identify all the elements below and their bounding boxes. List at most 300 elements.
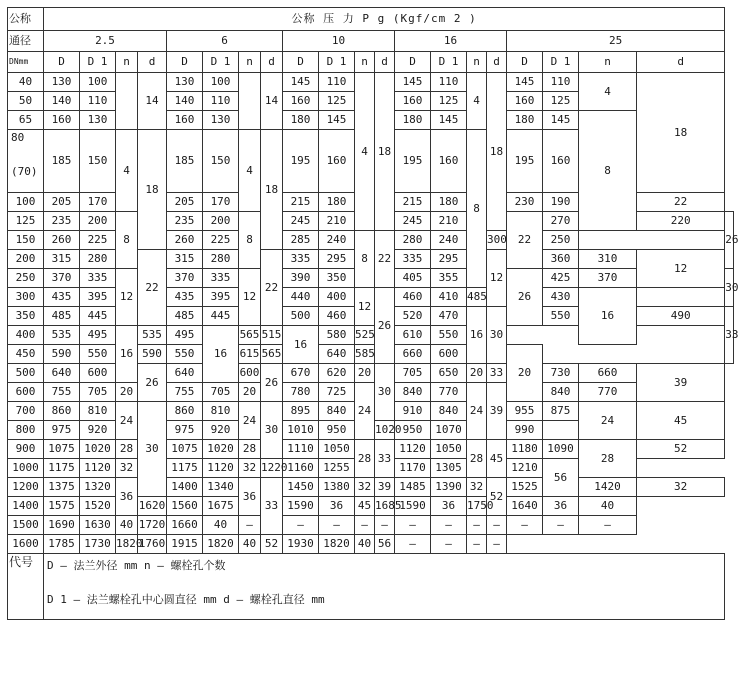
table-cell: 32 xyxy=(239,459,261,478)
table-cell: 485 xyxy=(44,307,80,326)
table-cell: 615 xyxy=(239,345,261,364)
table-cell: 145 xyxy=(395,73,431,92)
table-cell: 610 xyxy=(395,326,431,345)
table-cell: 1075 xyxy=(44,440,80,459)
pressure-class-6: 6 xyxy=(167,31,283,52)
table-cell: 1930 xyxy=(283,535,319,554)
table-cell: 110 xyxy=(319,73,355,92)
table-cell: 36 xyxy=(319,497,355,516)
table-cell: 650 xyxy=(431,364,467,383)
table-cell: 210 xyxy=(319,212,355,231)
table-cell: 33 xyxy=(375,440,395,478)
table-cell: 950 xyxy=(395,421,431,440)
table-cell: 12 xyxy=(637,250,725,288)
dn-cell: 40 xyxy=(8,73,44,92)
dn-cell: 125 xyxy=(8,212,44,231)
table-cell: 170 xyxy=(80,193,116,212)
table-cell: 130 xyxy=(167,73,203,92)
table-cell: 1630 xyxy=(80,516,116,535)
table-cell: 1050 xyxy=(319,440,355,459)
table-cell: 585 xyxy=(355,345,375,364)
table-cell: 315 xyxy=(44,250,80,269)
table-cell: 160 xyxy=(283,92,319,111)
table-cell: 370 xyxy=(44,269,80,288)
table-cell: 24 xyxy=(579,402,637,440)
table-cell: 425 xyxy=(543,269,579,288)
nominal-label: 公称 xyxy=(8,8,44,31)
table-cell: 28 xyxy=(239,440,261,459)
table-cell: 185 xyxy=(44,130,80,193)
table-cell: 405 xyxy=(395,269,431,288)
table-cell: 28 xyxy=(579,440,637,478)
table-cell: 130 xyxy=(80,111,116,130)
table-cell: 145 xyxy=(319,111,355,130)
table-cell: 39 xyxy=(487,383,507,440)
table-cell: 180 xyxy=(431,193,467,212)
table-cell: 16 xyxy=(283,326,319,364)
table-cell: 28 xyxy=(355,440,375,478)
legend-line-2: D 1 – 法兰螺栓孔中心圆直径 mm d – 螺栓孔直径 mm xyxy=(47,593,325,606)
table-cell: 20 xyxy=(355,364,375,383)
table-cell: 160 xyxy=(395,92,431,111)
table-cell: 110 xyxy=(431,73,467,92)
table-cell: 36 xyxy=(239,478,261,516)
table-cell: 170 xyxy=(203,193,239,212)
table-cell: 12 xyxy=(355,288,375,326)
table-cell: 180 xyxy=(507,111,543,130)
table-cell: 725 xyxy=(319,383,355,402)
table-cell: 535 xyxy=(44,326,80,345)
table-cell: 295 xyxy=(431,250,467,269)
legend-row xyxy=(8,554,734,620)
table-cell: 240 xyxy=(431,231,467,250)
table-cell: 955 xyxy=(507,402,543,421)
table-cell: 160 xyxy=(319,130,355,193)
table-cell: 16 xyxy=(203,326,239,383)
col-hole-d: d xyxy=(637,52,725,73)
table-cell: 1050 xyxy=(431,440,467,459)
table-cell: 1560 xyxy=(167,497,203,516)
table-cell: 440 xyxy=(283,288,319,307)
table-cell: 1120 xyxy=(80,459,116,478)
table-cell: 335 xyxy=(203,269,239,288)
table-cell: 190 xyxy=(543,193,579,212)
table-cell: 205 xyxy=(167,193,203,212)
table-cell: 12 xyxy=(239,269,261,326)
table-row xyxy=(8,440,734,459)
table-cell: 730 xyxy=(543,364,579,383)
table-cell: 16 xyxy=(467,307,487,364)
table-cell: 1720 xyxy=(138,516,167,535)
table-cell: 45 xyxy=(487,440,507,478)
table-cell: 140 xyxy=(167,92,203,111)
table-cell: – xyxy=(543,516,579,535)
table-cell: 975 xyxy=(44,421,80,440)
flange-table xyxy=(7,7,739,620)
table-cell: 230 xyxy=(507,193,543,212)
table-cell: 335 xyxy=(283,250,319,269)
table-cell: 18 xyxy=(138,130,167,250)
table-cell: 400 xyxy=(319,288,355,307)
table-cell: – xyxy=(395,516,431,535)
table-cell: – xyxy=(375,516,395,535)
dn-cell: 1200 xyxy=(8,478,44,497)
pressure-class-10: 10 xyxy=(283,31,395,52)
table-cell: 1820 xyxy=(116,535,138,554)
table-cell: 18 xyxy=(375,73,395,231)
table-row xyxy=(8,535,734,554)
table-cell: 1420 xyxy=(579,478,637,497)
table-cell: 22 xyxy=(261,250,283,326)
table-cell: 1090 xyxy=(543,440,579,459)
header-row-columns xyxy=(8,52,734,73)
table-cell: 145 xyxy=(543,111,579,130)
table-cell: – xyxy=(487,516,507,535)
col-d1: D 1 xyxy=(203,52,239,73)
table-cell: 40 xyxy=(203,516,239,535)
table-cell: 195 xyxy=(507,130,543,193)
table-cell: 22 xyxy=(507,212,543,269)
table-row xyxy=(8,73,734,92)
col-d: D xyxy=(395,52,431,73)
table-cell: 16 xyxy=(579,288,637,345)
table-cell: 4 xyxy=(239,130,261,212)
table-cell: 395 xyxy=(203,288,239,307)
table-cell: 40 xyxy=(239,535,261,554)
table-cell: 780 xyxy=(283,383,319,402)
table-cell: – xyxy=(239,516,261,535)
table-cell: 45 xyxy=(355,497,375,516)
table-cell: 4 xyxy=(355,73,375,231)
table-cell: 26 xyxy=(375,288,395,364)
table-cell: 1820 xyxy=(203,535,239,554)
table-cell: 285 xyxy=(283,231,319,250)
cell-text: 80 xyxy=(11,131,25,144)
table-cell: 125 xyxy=(543,92,579,111)
table-cell: 215 xyxy=(283,193,319,212)
table-cell: 590 xyxy=(138,345,167,364)
table-cell: 770 xyxy=(431,383,467,402)
table-cell: – xyxy=(431,535,467,554)
table-cell: 705 xyxy=(203,383,239,402)
table-cell: 335 xyxy=(80,269,116,288)
table-cell: 200 xyxy=(203,212,239,231)
table-cell: 8 xyxy=(579,111,637,231)
pressure-title: 公称 压 力 P g (Kgf/cm 2 ) xyxy=(44,8,725,31)
dn-cell: 1400 xyxy=(8,497,44,516)
table-cell: 270 xyxy=(543,212,579,231)
table-cell: 235 xyxy=(167,212,203,231)
table-cell: 33 xyxy=(725,307,734,364)
table-cell: 430 xyxy=(543,288,579,307)
table-cell: 550 xyxy=(431,326,467,345)
table-cell: 1400 xyxy=(167,478,203,497)
table-cell: 705 xyxy=(395,364,431,383)
table-cell: 910 xyxy=(395,402,431,421)
table-cell: 28 xyxy=(467,440,487,478)
table-cell: 24 xyxy=(355,383,375,440)
table-cell: 110 xyxy=(80,92,116,111)
table-cell: 300 xyxy=(487,231,507,250)
table-cell: 30 xyxy=(725,269,734,307)
table-cell: 485 xyxy=(467,288,487,307)
table-cell: 4 xyxy=(116,130,138,212)
table-cell: – xyxy=(283,516,319,535)
table-cell: 36 xyxy=(431,497,467,516)
table-cell: 100 xyxy=(203,73,239,92)
table-cell: 590 xyxy=(44,345,80,364)
table-cell: 195 xyxy=(283,130,319,193)
col-d1: D 1 xyxy=(80,52,116,73)
table-cell: 110 xyxy=(203,92,239,111)
table-cell: 1820 xyxy=(319,535,355,554)
table-cell: 975 xyxy=(167,421,203,440)
table-cell: 705 xyxy=(80,383,116,402)
table-cell: 1210 xyxy=(507,459,543,478)
dn-cell: 500 xyxy=(8,364,44,383)
table-cell: 600 xyxy=(431,345,467,364)
dn-cell: 100 xyxy=(8,193,44,212)
dn-cell: 50 xyxy=(8,92,44,111)
table-cell: 1525 xyxy=(507,478,543,497)
table-cell: 755 xyxy=(44,383,80,402)
table-cell: 4 xyxy=(467,73,487,130)
table-cell: 500 xyxy=(283,307,319,326)
table-cell: 435 xyxy=(44,288,80,307)
col-hole-d: d xyxy=(138,52,167,73)
table-cell: 600 xyxy=(239,364,261,383)
table-cell: 18 xyxy=(261,130,283,250)
table-cell: 520 xyxy=(395,307,431,326)
table-cell: 1170 xyxy=(395,459,431,478)
table-cell: 550 xyxy=(543,307,579,326)
table-cell: 840 xyxy=(319,402,355,421)
table-cell: 39 xyxy=(637,364,725,402)
table-cell: 1760 xyxy=(138,535,167,554)
table-cell: 215 xyxy=(395,193,431,212)
table-cell: – xyxy=(395,535,431,554)
col-d: D xyxy=(283,52,319,73)
table-cell: 370 xyxy=(579,269,637,288)
table-cell: 395 xyxy=(80,288,116,307)
table-cell: 32 xyxy=(637,478,725,497)
table-cell: 56 xyxy=(375,535,395,554)
table-cell: 160 xyxy=(44,111,80,130)
table-cell: 145 xyxy=(507,73,543,92)
table-cell: 1120 xyxy=(395,440,431,459)
table-cell: 875 xyxy=(543,402,579,421)
pressure-class-2-5: 2.5 xyxy=(44,31,167,52)
table-cell: 140 xyxy=(44,92,80,111)
table-cell: 24 xyxy=(116,402,138,440)
table-cell: 195 xyxy=(395,130,431,193)
table-cell: 210 xyxy=(431,212,467,231)
table-cell: 250 xyxy=(543,231,579,250)
table-cell: 235 xyxy=(44,212,80,231)
table-cell: 1450 xyxy=(283,478,319,497)
table-cell: 225 xyxy=(203,231,239,250)
table-cell: 40 xyxy=(579,497,637,516)
pressure-class-25: 25 xyxy=(507,31,725,52)
table-cell: 180 xyxy=(283,111,319,130)
table-cell: 130 xyxy=(203,111,239,130)
table-cell: 30 xyxy=(487,307,507,364)
table-cell: 1220 xyxy=(261,459,283,478)
col-n: n xyxy=(467,52,487,73)
table-cell: 145 xyxy=(283,73,319,92)
table-cell: 180 xyxy=(395,111,431,130)
table-cell: 32 xyxy=(467,478,487,497)
col-n: n xyxy=(239,52,261,73)
table-cell: 1620 xyxy=(138,497,167,516)
table-cell: 770 xyxy=(579,383,637,402)
table-cell: 1070 xyxy=(431,421,467,440)
table-cell: 130 xyxy=(44,73,80,92)
table-cell: 30 xyxy=(375,364,395,421)
pressure-class-16: 16 xyxy=(395,31,507,52)
col-hole-d: d xyxy=(375,52,395,73)
table-cell: – xyxy=(431,516,467,535)
dn-cell: 1500 xyxy=(8,516,44,535)
table-cell: 185 xyxy=(167,130,203,193)
table-row xyxy=(8,478,734,497)
table-cell: 390 xyxy=(283,269,319,288)
col-d1: D 1 xyxy=(319,52,355,73)
table-cell: 660 xyxy=(395,345,431,364)
table-cell: 1390 xyxy=(431,478,467,497)
table-cell: 160 xyxy=(507,92,543,111)
table-cell: 150 xyxy=(203,130,239,193)
table-cell: 1685 xyxy=(375,497,395,516)
table-cell: 22 xyxy=(375,231,395,288)
table-cell: 1380 xyxy=(319,478,355,497)
table-cell: – xyxy=(487,535,507,554)
dn-cell: 250 xyxy=(8,269,44,288)
dn-cell: 1000 xyxy=(8,459,44,478)
col-hole-d: d xyxy=(487,52,507,73)
dn-cell: 350 xyxy=(8,307,44,326)
table-cell: 620 xyxy=(319,364,355,383)
table-cell: 20 xyxy=(239,383,261,402)
table-cell: 580 xyxy=(319,326,355,345)
table-cell: 840 xyxy=(431,402,467,421)
table-cell: 1750 xyxy=(467,497,487,516)
table-cell: 1520 xyxy=(80,497,116,516)
table-row xyxy=(8,383,734,402)
table-cell: – xyxy=(579,516,637,535)
table-cell: 280 xyxy=(203,250,239,269)
table-cell: 495 xyxy=(167,326,203,345)
table-cell: 895 xyxy=(283,402,319,421)
table-cell: 515 xyxy=(261,326,283,345)
table-cell: 810 xyxy=(203,402,239,421)
dn-cell: 1600 xyxy=(8,535,44,554)
dn-cell: 800 xyxy=(8,421,44,440)
table-cell: 200 xyxy=(80,212,116,231)
table-cell: 52 xyxy=(261,535,283,554)
table-cell: 125 xyxy=(431,92,467,111)
table-cell: 160 xyxy=(543,130,579,193)
table-cell: 245 xyxy=(395,212,431,231)
dn-cell: 900 xyxy=(8,440,44,459)
table-cell: 36 xyxy=(116,478,138,516)
table-cell: 1020 xyxy=(203,440,239,459)
table-cell: 26 xyxy=(138,364,167,402)
table-cell: 14 xyxy=(261,73,283,130)
table-cell: 1590 xyxy=(395,497,431,516)
table-cell: 20 xyxy=(507,345,543,402)
cell-text-secondary: (70) xyxy=(11,165,38,178)
table-cell: 525 xyxy=(355,326,375,345)
table-cell: 485 xyxy=(167,307,203,326)
table-cell: 435 xyxy=(167,288,203,307)
table-cell: 26 xyxy=(725,212,734,269)
table-cell: 1175 xyxy=(167,459,203,478)
table-body xyxy=(8,8,739,620)
dn-cell: 700 xyxy=(8,402,44,421)
dn-cell: 400 xyxy=(8,326,44,345)
table-cell: 550 xyxy=(167,345,203,364)
table-cell: 535 xyxy=(138,326,167,345)
table-cell: 150 xyxy=(80,130,116,193)
table-cell: 24 xyxy=(467,383,487,440)
table-cell: 24 xyxy=(239,402,261,440)
table-cell: 1785 xyxy=(44,535,80,554)
table-cell: 20 xyxy=(116,383,138,402)
table-cell: 1305 xyxy=(431,459,467,478)
table-cell: 640 xyxy=(319,345,355,364)
header-row-classes xyxy=(8,31,734,52)
table-cell: 445 xyxy=(80,307,116,326)
table-cell: 180 xyxy=(319,193,355,212)
table-cell: 18 xyxy=(637,73,725,193)
dn-unit-label: DNmm xyxy=(8,52,44,73)
dn-cell xyxy=(8,130,44,193)
table-cell: 36 xyxy=(543,497,579,516)
diameter-label: 通径 xyxy=(8,31,44,52)
table-cell: – xyxy=(319,516,355,535)
table-cell: 1175 xyxy=(44,459,80,478)
table-cell: 8 xyxy=(355,231,375,288)
table-cell: 355 xyxy=(431,269,467,288)
table-cell: 4 xyxy=(579,73,637,111)
table-cell: 490 xyxy=(637,307,725,326)
table-cell: 280 xyxy=(395,231,431,250)
dn-cell: 150 xyxy=(8,231,44,250)
table-cell: 1730 xyxy=(80,535,116,554)
col-n: n xyxy=(116,52,138,73)
table-cell: 460 xyxy=(395,288,431,307)
col-n: n xyxy=(355,52,375,73)
table-cell: 30 xyxy=(138,402,167,497)
col-n: n xyxy=(579,52,637,73)
table-cell: 18 xyxy=(487,73,507,231)
table-cell: 56 xyxy=(543,459,579,497)
table-cell xyxy=(116,73,138,130)
table-cell: – xyxy=(467,535,487,554)
table-cell: 145 xyxy=(431,111,467,130)
table-cell: 1340 xyxy=(203,478,239,497)
table-cell: 410 xyxy=(431,288,467,307)
table-cell: 16 xyxy=(116,326,138,383)
table-cell: 28 xyxy=(116,440,138,459)
table-cell: 160 xyxy=(167,111,203,130)
col-d: D xyxy=(507,52,543,73)
table-cell: 20 xyxy=(467,364,487,383)
dn-cell: 300 xyxy=(8,288,44,307)
table-cell: 990 xyxy=(507,421,543,440)
table-cell: 1660 xyxy=(167,516,203,535)
